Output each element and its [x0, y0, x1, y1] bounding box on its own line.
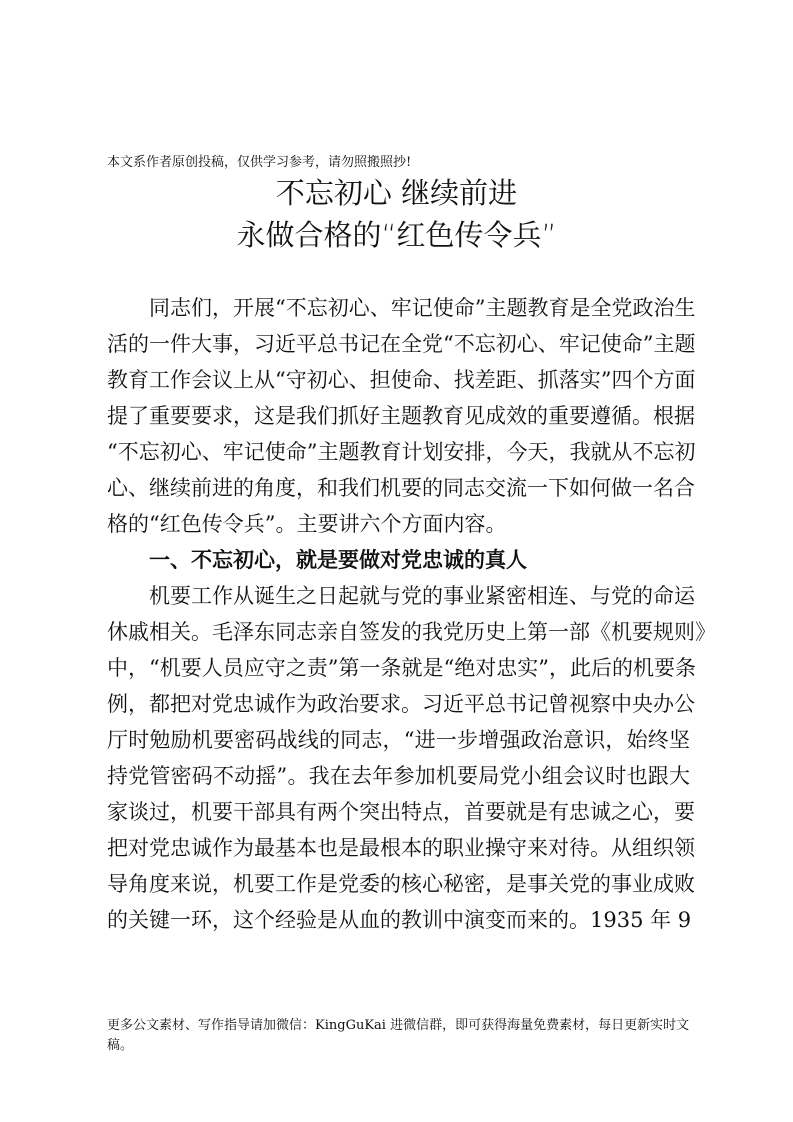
- document-body: [107, 290, 716, 938]
- paragraph-line: 中，“机要人员应守之责”第一条就是“绝对忠实”，此后的机要条: [107, 656, 696, 680]
- paragraph-line: 导角度来说，机要工作是党委的核心秘密，是事关党的事业成败: [107, 872, 695, 896]
- paragraph-line: 格的“红色传令兵”。主要讲六个方面内容。: [107, 512, 507, 536]
- paragraph-line: 活的一件大事，习近平总书记在全党“不忘初心、牢记使命”主题: [107, 332, 696, 356]
- section-heading: 一、不忘初心，就是要做对党忠诚的真人: [149, 548, 527, 572]
- paragraph-line: 持党管密码不动摇”。我在去年参加机要局党小组会议时也跟大: [107, 764, 690, 788]
- paragraph-line: 教育工作会议上从“守初心、担使命、找差距、抓落实”四个方面: [107, 368, 696, 392]
- title-line-2: 永做合格的“红色传令兵”: [236, 218, 557, 252]
- header-note: 本文系作者原创投稿，仅供学习参考，请勿照搬照抄!: [107, 155, 412, 170]
- paragraph-line: 心、继续前进的角度，和我们机要的同志交流一下如何做一名合: [107, 476, 695, 500]
- paragraph-line: 厅时勉励机要密码战线的同志，“进一步增强政治意识，始终坚: [107, 728, 690, 752]
- paragraph-line: 的关键一环，这个经验是从血的教训中演变而来的。1935 年 9: [107, 908, 692, 932]
- paragraph-line: 机要工作从诞生之日起就与党的事业紧密相连、与党的命运: [149, 584, 695, 608]
- paragraph-line: 休戚相关。毛泽东同志亲自签发的我党历史上第一部《机要规则》: [107, 620, 716, 644]
- paragraph-line: 把对党忠诚作为最基本也是最根本的职业操守来对待。从组织领: [107, 836, 695, 860]
- title-line-1: 不忘初心 继续前进: [275, 176, 518, 210]
- paragraph-line: 家谈过，机要干部具有两个突出特点，首要就是有忠诚之心，要: [107, 800, 695, 824]
- paragraph-line: “不忘初心、牢记使命”主题教育计划安排，今天，我就从不忘初: [107, 440, 696, 464]
- paragraph-line: 同志们，开展“不忘初心、牢记使命”主题教育是全党政治生: [149, 296, 696, 320]
- paragraph-line: 提了重要要求，这是我们抓好主题教育见成效的重要遵循。根据: [107, 404, 695, 428]
- paragraph-line: 例，都把对党忠诚作为政治要求。习近平总书记曾视察中央办公: [107, 692, 695, 716]
- footer-note: 更多公文素材、写作指导请加微信：KingGuKai 进微信群，即可获得海量免费素材，每日更新实时文稿。: [107, 1018, 690, 1053]
